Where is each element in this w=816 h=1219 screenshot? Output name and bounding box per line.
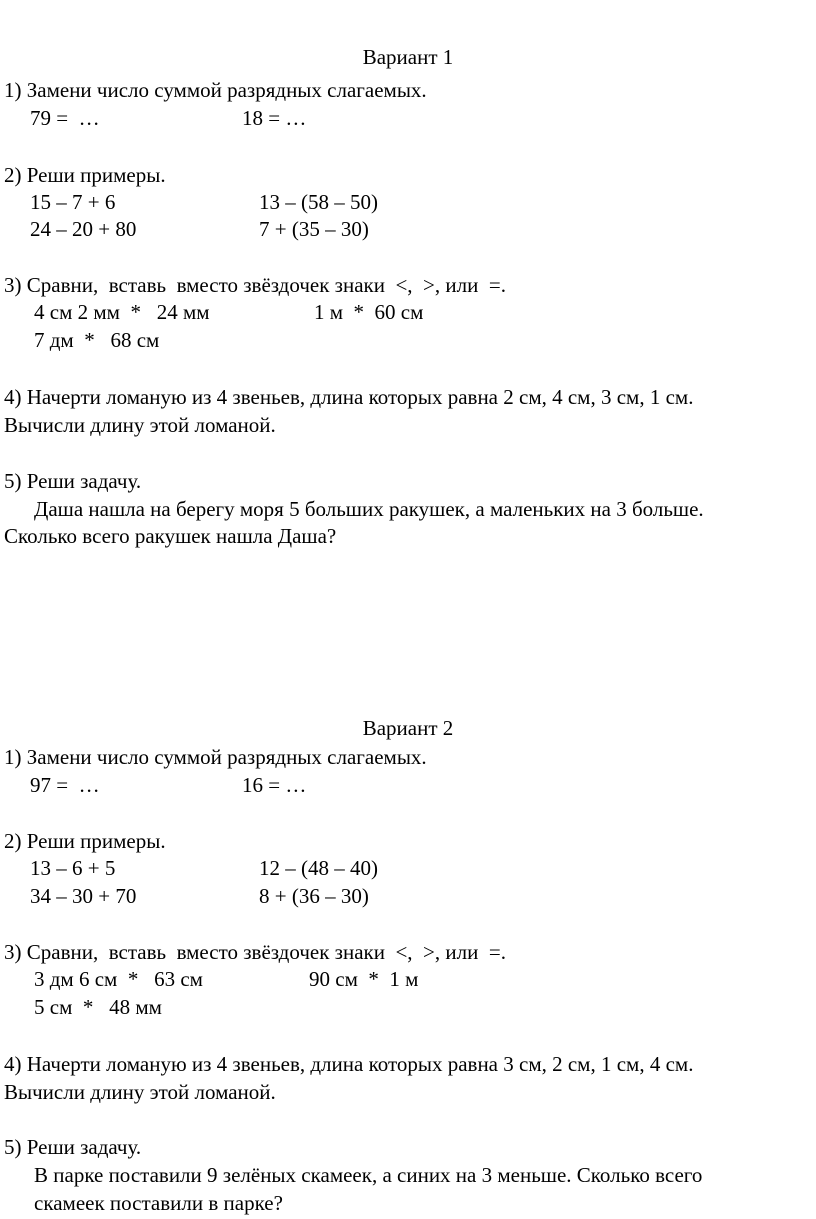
variant1-task4-line1: 4) Начерти ломаную из 4 звеньев, длина которых равна 2 см, 4 см, 3 см, 1 см. [4, 385, 694, 409]
variant1-task2-expr-2: 13 – (58 – 50) [259, 190, 378, 214]
variant2-task1-item-a: 97 = … [30, 773, 100, 797]
variant2-task1-item-b: 16 = … [242, 773, 307, 797]
variant1-task3-compare-1: 4 см 2 мм * 24 мм [34, 300, 210, 324]
variant1-task2-text: 2) Реши примеры. [4, 163, 166, 187]
variant1-task2-expr-4: 7 + (35 – 30) [259, 217, 369, 241]
variant1-task3-compare-3: 7 дм * 68 см [34, 328, 160, 352]
variant2-task5-text: 5) Реши задачу. [4, 1135, 142, 1159]
variant2-task5-line1: В парке поставили 9 зелёных скамеек, а синих на 3 меньше. Сколько всего [34, 1163, 703, 1187]
variant2-task2-expr-2: 12 – (48 – 40) [259, 856, 378, 880]
variant1-task5-line2: Сколько всего ракушек нашла Даша? [4, 524, 337, 548]
variant2-task2-expr-3: 34 – 30 + 70 [30, 884, 137, 908]
variant2-task3-compare-1: 3 дм 6 см * 63 см [34, 967, 203, 991]
variant1-task3-compare-2: 1 м * 60 см [314, 300, 424, 324]
variant1-task1-item-b: 18 = … [242, 106, 307, 130]
variant2-task2-expr-1: 13 – 6 + 5 [30, 856, 116, 880]
variant1-task5-text: 5) Реши задачу. [4, 469, 142, 493]
variant2-task3-compare-2: 90 см * 1 м [309, 967, 419, 991]
variant1-task1-item-a: 79 = … [30, 106, 100, 130]
variant2-task3-text: 3) Сравни, вставь вместо звёздочек знаки <, >, или =. [4, 940, 506, 964]
variant1-task4-line2: Вычисли длину этой ломаной. [4, 413, 276, 437]
variant1-task3-text: 3) Сравни, вставь вместо звёздочек знаки <, >, или =. [4, 273, 506, 297]
variant2-title: Вариант 2 [362, 716, 454, 740]
variant2-task3-compare-3: 5 см * 48 мм [34, 995, 162, 1019]
variant1-task1-text: 1) Замени число суммой разрядных слагаемых. [4, 78, 427, 102]
variant2-task4-line1: 4) Начерти ломаную из 4 звеньев, длина которых равна 3 см, 2 см, 1 см, 4 см. [4, 1052, 694, 1076]
variant2-task4-line2: Вычисли длину этой ломаной. [4, 1080, 276, 1104]
variant1-task5-line1: Даша нашла на берегу моря 5 больших ракушек, а маленьких на 3 больше. [34, 497, 704, 521]
variant1-task2-expr-3: 24 – 20 + 80 [30, 217, 137, 241]
variant1-title: Вариант 1 [362, 45, 454, 69]
variant1-task2-expr-1: 15 – 7 + 6 [30, 190, 116, 214]
variant2-task2-text: 2) Реши примеры. [4, 829, 166, 853]
variant2-task1-text: 1) Замени число суммой разрядных слагаемых. [4, 745, 427, 769]
variant2-task5-line2: скамеек поставили в парке? [34, 1191, 283, 1215]
variant2-task2-expr-4: 8 + (36 – 30) [259, 884, 369, 908]
